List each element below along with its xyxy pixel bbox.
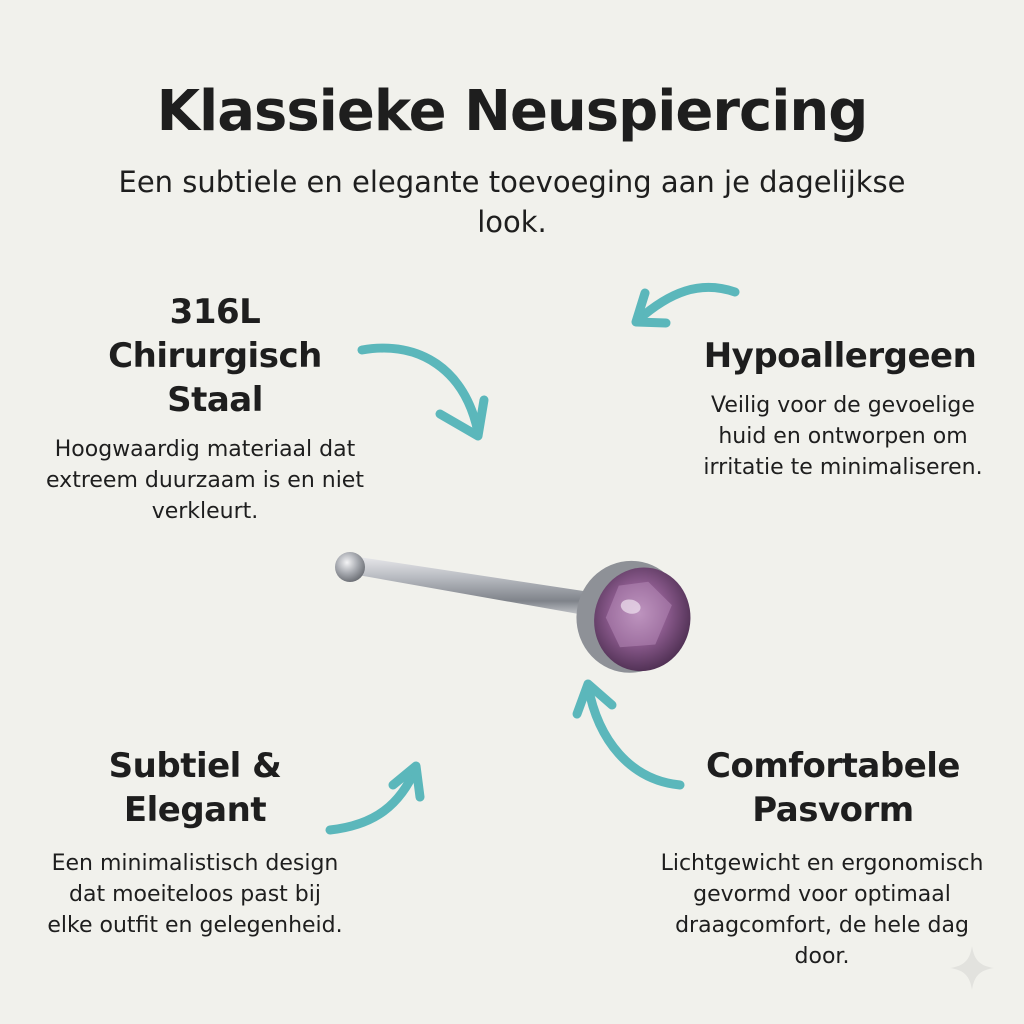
page-title: Klassieke Neuspiercing bbox=[156, 79, 868, 144]
feature-hypoallergenic-text: Veilig voor de gevoelige huid en ontworpen om irritatie te minimaliseren. bbox=[703, 393, 983, 480]
feature-steel-title: 316L Chirurgisch Staal bbox=[108, 292, 322, 420]
feature-steel-text: Hoogwaardig materiaal dat extreem duurzaam is en niet verkleurt. bbox=[46, 437, 364, 524]
feature-subtle-title: Subtiel & Elegant bbox=[108, 746, 282, 830]
feature-subtle-text: Een minimalistisch design dat moeiteloos past bij elke outfit en gelegenheid. bbox=[47, 851, 343, 938]
feature-comfort-title: Comfortabele Pasvorm bbox=[706, 746, 960, 830]
page-subtitle: Een subtiele en elegante toevoeging aan je dagelijkse look. bbox=[118, 165, 906, 239]
feature-comfort-text: Lichtgewicht en ergonomisch gevormd voor optimaal draagcomfort, de hele dag door. bbox=[660, 851, 984, 969]
feature-hypoallergenic-title: Hypoallergeen bbox=[703, 336, 977, 376]
